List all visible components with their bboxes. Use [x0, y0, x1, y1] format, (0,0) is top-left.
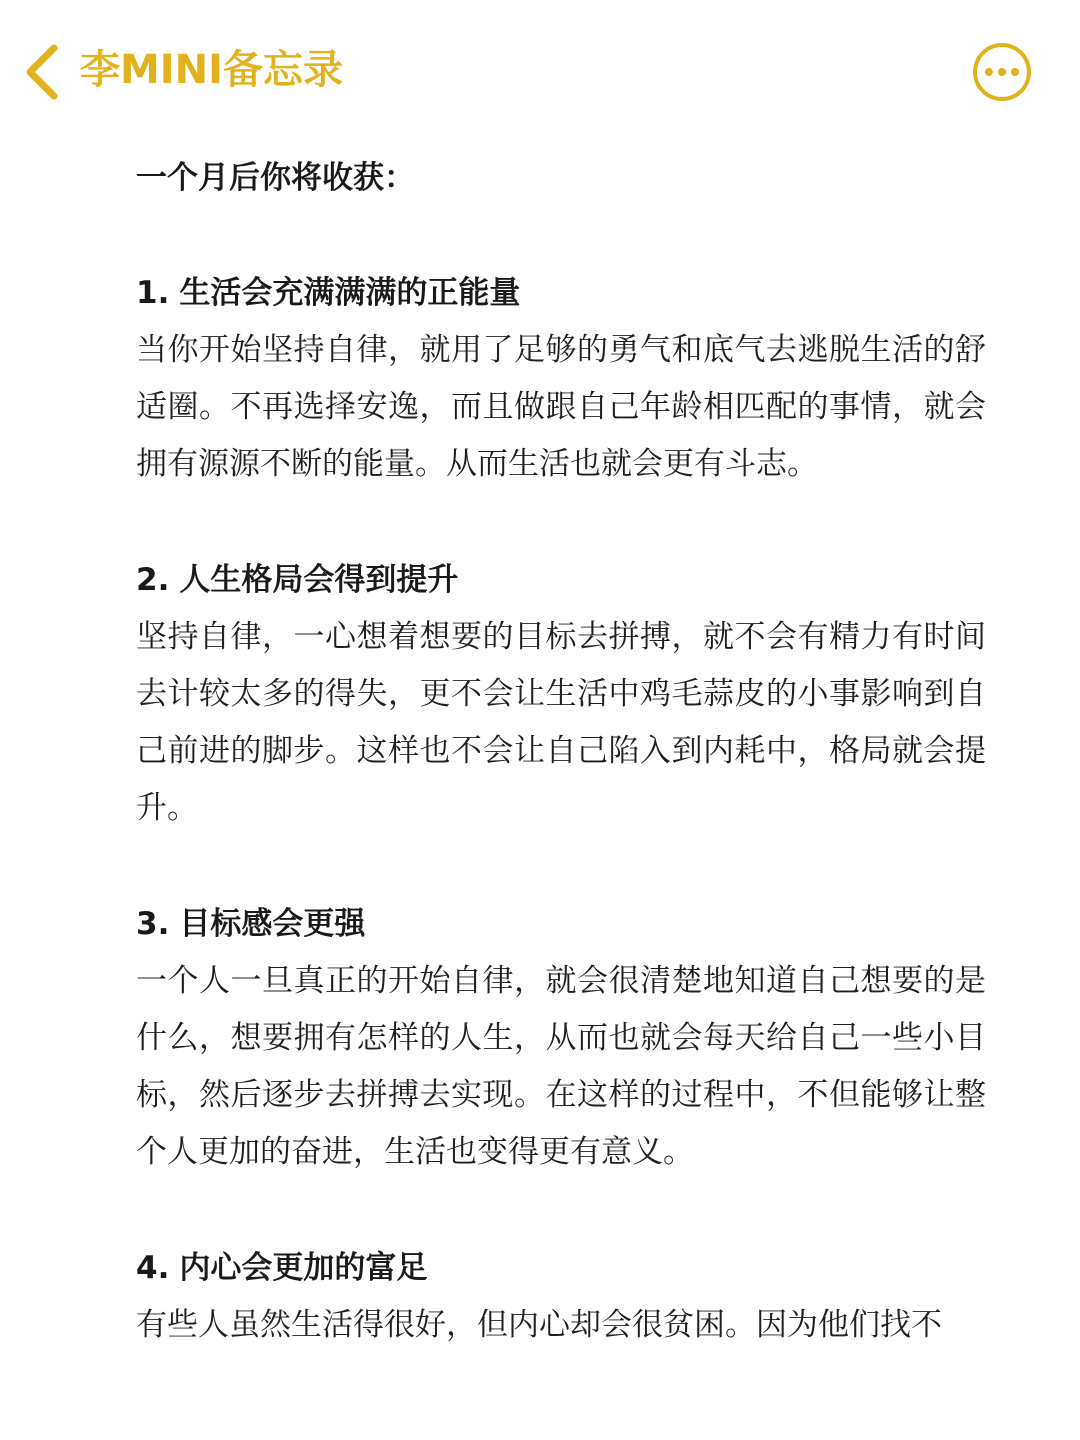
section-body: 一个人一旦真正的开始自律，就会很清楚地知道自己想要的是什么，想要拥有怎样的人生，从而也就会每天给自己一些小目标，然后逐步去拼搏去实现。在这样的过程中，不但能够让整个人更加的奋进，生活也变得更有意义。: [136, 963, 986, 1170]
chevron-left-icon[interactable]: [20, 40, 64, 104]
more-horizontal-icon[interactable]: [972, 42, 1032, 102]
section-body: 坚持自律，一心想着想要的目标去拼搏，就不会有精力有时间去计较太多的得失，更不会让生活中鸡毛蒜皮的小事影响到自己前进的脚步。这样也不会让自己陷入到内耗中，格局就会提升。: [136, 619, 986, 826]
section-title: [136, 1239, 986, 1297]
section-body: 当你开始坚持自律，就用了足够的勇气和底气去逃脱生活的舒适圈。不再选择安逸，而且做跟自己年龄相匹配的事情，就会拥有源源不断的能量。从而生活也就会更有斗志。: [136, 332, 986, 482]
section-title-text: 目标感会更强: [179, 906, 366, 942]
section-4: [136, 1239, 986, 1354]
section-title-text: 人生格局会得到提升: [179, 562, 459, 598]
intro-heading: 一个月后你将收获：: [136, 160, 415, 196]
section-title-text: 内心会更加的富足: [179, 1250, 428, 1286]
section-1: [136, 264, 986, 493]
section-2: [136, 551, 986, 837]
memo-content: [136, 150, 986, 1354]
section-title: [136, 264, 986, 322]
section-title: [136, 551, 986, 609]
section-title: [136, 895, 986, 953]
section-title-text: 生活会充满满满的正能量: [179, 275, 521, 311]
section-3: [136, 895, 986, 1181]
section-body: 有些人虽然生活得很好，但内心却会很贫困。因为他们找不: [136, 1307, 942, 1343]
navigation-bar: [0, 0, 1080, 140]
page-title: 李MINI备忘录: [80, 47, 344, 93]
section-number: 4.: [136, 1250, 170, 1286]
section-number: 1.: [136, 275, 170, 311]
section-number: 2.: [136, 562, 170, 598]
section-number: 3.: [136, 906, 170, 942]
